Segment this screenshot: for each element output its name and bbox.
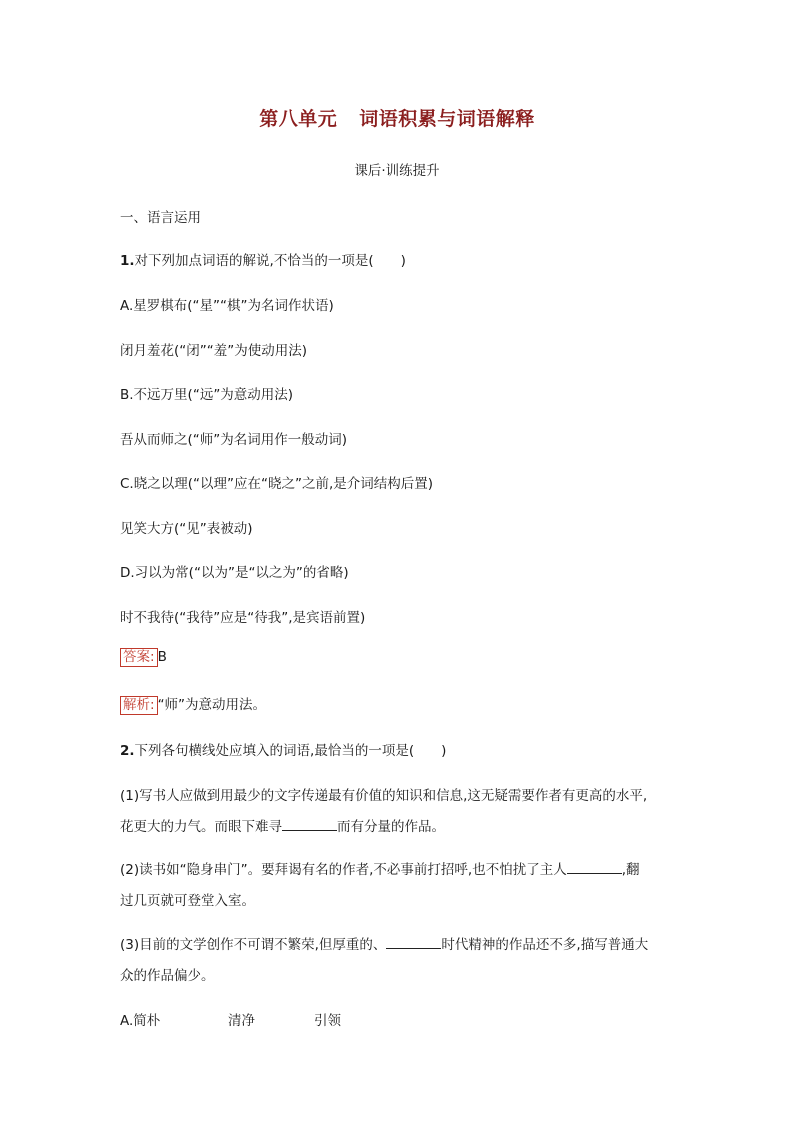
fill-blank [567,861,622,874]
question-number: 1. [120,253,135,269]
sentence-text: 花更大的力气。而眼下难寻 [120,819,282,835]
option-a-row [120,1009,341,1029]
sentence-text: 而有分量的作品。 [337,819,445,835]
option-a-word-3: 引领 [314,1013,341,1029]
page-title [0,104,794,131]
sentence-3-line-2: 众的作品偏少。 [120,968,215,984]
title-topic: 词语积累与词语解释 [359,108,535,130]
sentence-3-line-1 [120,933,648,953]
sentence-text: ,翻 [621,862,640,878]
question-1 [120,249,406,269]
title-unit: 第八单元 [259,108,338,130]
option-a-word-1: A.简朴 [120,1013,161,1029]
question-stem: 对下列加点词语的解说,不恰当的一项是( ) [134,253,406,269]
analysis-row [120,693,266,715]
question-number: 2. [120,743,135,759]
sentence-text: 时代精神的作品还不多,描写普通大 [441,937,649,953]
analysis-tag: 解析: [120,696,158,715]
option-line: C.晓之以理(“以理”应在“晓之”之前,是介词结构后置) [120,476,434,492]
sentence-1-line-2 [120,815,445,835]
question-2 [120,739,446,759]
option-line: 见笑大方(“见”表被动) [120,521,253,537]
sentence-1-line-1: (1)写书人应做到用最少的文字传递最有价值的知识和信息,这无疑需要作者有更高的水平, [120,788,648,804]
fill-blank [282,818,337,831]
section-heading: 一、语言运用 [120,210,201,226]
question-stem: 下列各句横线处应填入的词语,最恰当的一项是( ) [134,743,447,759]
sentence-text: (3)目前的文学创作不可谓不繁荣,但厚重的、 [120,937,387,953]
option-line: B.不远万里(“远”为意动用法) [120,387,294,403]
option-a-word-2: 清净 [228,1013,255,1029]
option-line: 时不我待(“我待”应是“待我”,是宾语前置) [120,610,366,626]
sentence-text: (2)读书如“隐身串门”。要拜谒有名的作者,不必事前打招呼,也不怕扰了主人 [120,862,567,878]
answer-tag: 答案: [120,648,158,667]
page-subtitle: 课后·训练提升 [354,163,440,179]
sentence-2-line-2: 过几页就可登堂入室。 [120,893,255,909]
analysis-text: “师”为意动用法。 [157,697,267,713]
option-line: D.习以为常(“以为”是“以之为”的省略) [120,565,349,581]
answer-value: B [157,649,167,665]
fill-blank [386,936,441,949]
option-line: 闭月羞花(“闭”“羞”为使动用法) [120,343,308,359]
sentence-2-line-1 [120,858,640,878]
option-line: A.星罗棋布(“星”“棋”为名词作状语) [120,298,334,314]
answer-row [120,648,167,667]
option-line: 吾从而师之(“师”为名词用作一般动词) [120,432,348,448]
